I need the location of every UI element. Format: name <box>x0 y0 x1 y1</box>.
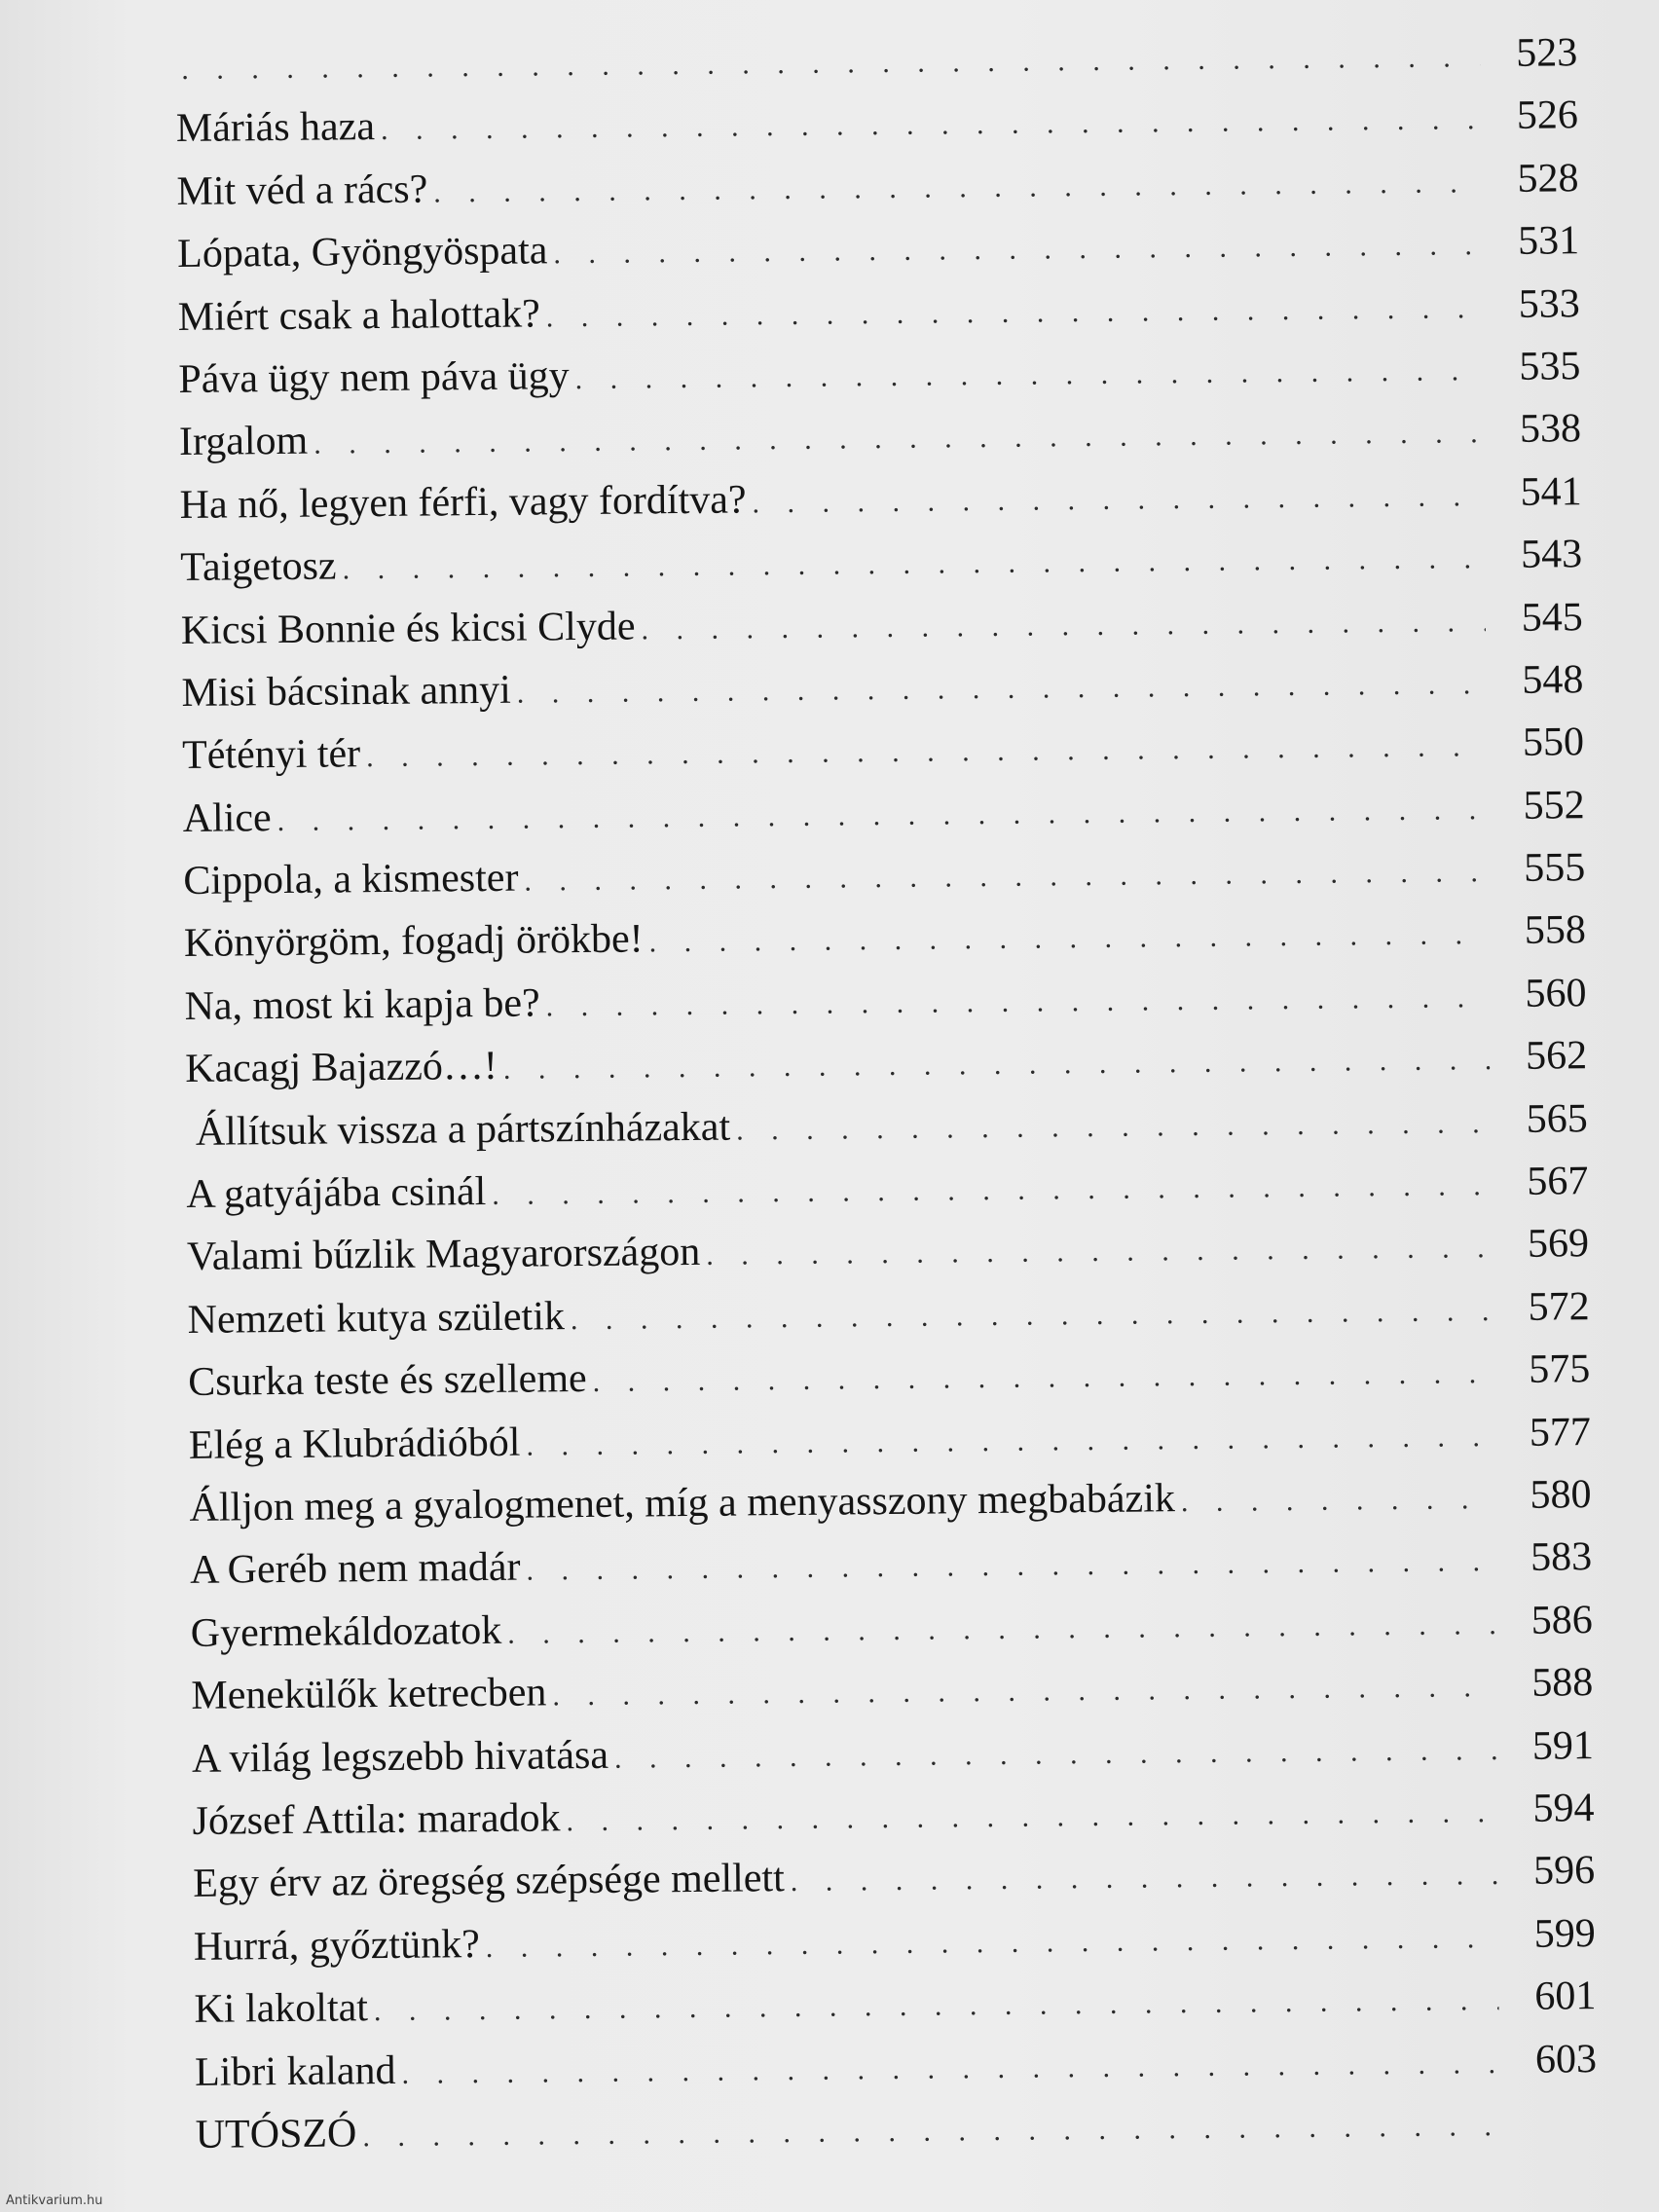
toc-entry-page-number: 562 <box>1525 1033 1588 1079</box>
toc-entry-page-number: 541 <box>1520 468 1582 515</box>
dot-leader <box>545 967 1490 1039</box>
toc-entry-title: Menekülők ketrecben <box>191 1670 547 1719</box>
toc-entry-page-number: 601 <box>1534 1973 1597 2019</box>
toc-entry <box>183 836 1586 912</box>
toc-entry-title: Állítsuk vissza a pártszínházakat <box>195 1104 731 1155</box>
dot-leader <box>313 402 1484 476</box>
dot-leader <box>752 465 1485 535</box>
dot-leader <box>552 1656 1496 1728</box>
dot-leader <box>381 90 1482 163</box>
toc-entry-title: Páva ügy nem páva ügy <box>178 353 570 402</box>
toc-entry-title: Lópata, Gyöngyöspata <box>176 228 548 277</box>
toc-entry-page-number: 545 <box>1521 594 1584 641</box>
toc-entry <box>184 962 1587 1038</box>
toc-entry-page-number: 588 <box>1531 1660 1594 1706</box>
toc-entry <box>181 648 1584 724</box>
dot-leader <box>526 1406 1493 1478</box>
toc-entry-title: Máriás haza <box>175 104 376 152</box>
toc-entry-title: Nemzeti kutya születik <box>187 1294 566 1343</box>
toc-entry-title: József Attila: maradok <box>192 1795 561 1844</box>
toc-entry-page-number: 569 <box>1527 1221 1590 1268</box>
toc-entry <box>193 1839 1596 1915</box>
toc-entry <box>177 273 1580 349</box>
table-of-contents <box>175 21 1598 2166</box>
toc-entry-title: Csurka teste és szelleme <box>188 1356 587 1406</box>
toc-entry-page-number: 555 <box>1524 845 1586 891</box>
dot-leader <box>614 1719 1497 1790</box>
toc-entry-page-number: 572 <box>1528 1283 1590 1330</box>
toc-entry <box>177 209 1580 285</box>
toc-entry-page-number: 577 <box>1529 1409 1592 1456</box>
toc-entry-title: Valami bűzlik Magyarországon <box>186 1230 701 1280</box>
toc-entry-title: A világ legszebb hivatása <box>191 1732 609 1782</box>
dot-leader <box>553 214 1482 286</box>
toc-entry <box>189 1401 1592 1477</box>
toc-entry-page-number: 528 <box>1517 155 1579 202</box>
dot-leader <box>1181 1468 1494 1533</box>
dot-leader <box>362 2095 1500 2169</box>
dot-leader <box>566 1782 1497 1854</box>
dot-leader <box>507 1594 1495 1666</box>
toc-entry-page-number: 565 <box>1526 1095 1588 1142</box>
dot-leader <box>276 779 1488 853</box>
toc-entry-title: Könyörgöm, fogadj örökbe! <box>183 916 644 967</box>
toc-entry <box>187 1213 1590 1289</box>
toc-entry-page-number: 535 <box>1519 344 1581 389</box>
toc-entry-title: Mit véd a rács? <box>176 166 428 214</box>
toc-entry <box>191 1651 1594 1727</box>
dot-leader <box>526 1530 1494 1603</box>
toc-entry-page-number: 531 <box>1517 218 1580 264</box>
toc-entry-page-number: 526 <box>1516 92 1579 139</box>
toc-entry <box>194 1902 1597 1978</box>
toc-entry-page-number: 575 <box>1529 1346 1591 1392</box>
dot-leader <box>592 1343 1493 1414</box>
toc-entry <box>192 1714 1595 1790</box>
toc-entry-title: Gyermekáldozatok <box>190 1607 502 1656</box>
toc-entry-title: Ha nő, legyen férfi, vagy fordítva? <box>179 477 747 528</box>
dot-leader <box>374 1970 1499 2043</box>
toc-entry-title: Ki lakoltat <box>194 1985 369 2033</box>
toc-entry <box>192 1777 1595 1853</box>
toc-entry-page-number: 538 <box>1519 406 1582 453</box>
toc-entry-page-number: 599 <box>1533 1910 1597 1957</box>
toc-entry-title: Alice <box>182 794 272 841</box>
toc-entry-title: Taigetosz <box>180 543 337 591</box>
toc-entry-title: Miért csak a halottak? <box>177 290 540 340</box>
toc-entry-page-number: 596 <box>1532 1848 1596 1895</box>
toc-entry <box>188 1338 1591 1414</box>
toc-entry-title: Egy érv az öregség szépsége mellett <box>193 1856 786 1907</box>
toc-entry <box>179 461 1582 536</box>
toc-entry-title: Na, most ki kapja be? <box>184 980 540 1029</box>
dot-leader <box>366 716 1487 789</box>
dot-leader <box>574 340 1483 411</box>
dot-leader <box>433 152 1482 225</box>
toc-entry <box>184 900 1587 976</box>
toc-entry-title: Kacagj Bajazzó…! <box>184 1044 498 1092</box>
dot-leader <box>641 591 1486 662</box>
toc-entry-title: Kicsi Bonnie és kicsi Clyde <box>180 604 636 653</box>
toc-entry <box>190 1589 1593 1665</box>
toc-entry-page-number <box>1500 2134 1598 2135</box>
toc-entry <box>176 147 1579 223</box>
dot-leader <box>342 528 1485 602</box>
toc-entry-title: Elég a Klubrádióból <box>188 1419 521 1468</box>
dot-leader <box>546 277 1484 350</box>
toc-entry-page-number: 523 <box>1516 30 1578 76</box>
dot-leader <box>571 1280 1493 1351</box>
toc-entry-page-number: 594 <box>1532 1786 1595 1831</box>
dot-leader <box>648 904 1489 976</box>
toc-entry-page-number: 591 <box>1531 1722 1595 1769</box>
toc-entry-page-number: 560 <box>1525 970 1587 1016</box>
toc-entry-page-number: 533 <box>1518 280 1580 327</box>
dot-leader <box>524 841 1488 913</box>
dot-leader <box>736 1092 1491 1162</box>
toc-entry <box>178 335 1581 411</box>
toc-entry-title: Misi bácsinak annyi <box>181 667 511 716</box>
toc-entry-page-number: 580 <box>1530 1472 1592 1518</box>
toc-entry-page-number: 603 <box>1534 2036 1598 2083</box>
toc-entry-page-number: 548 <box>1522 657 1584 703</box>
toc-entry-title: A gatyájába csinál <box>186 1169 487 1217</box>
watermark: Antikvarium.hu <box>6 2194 103 2208</box>
toc-entry-title: A Geréb nem madár <box>189 1545 521 1594</box>
toc-entry <box>175 21 1578 97</box>
dot-leader <box>503 1029 1491 1101</box>
toc-entry <box>181 586 1584 662</box>
dot-leader <box>791 1844 1498 1913</box>
toc-entry-page-number: 583 <box>1530 1534 1593 1581</box>
toc-entry-title: UTÓSZÓ <box>195 2111 357 2157</box>
toc-entry-page-number: 586 <box>1530 1597 1593 1643</box>
toc-entry-page-number: 552 <box>1523 782 1585 829</box>
toc-entry <box>190 1526 1593 1602</box>
toc-entry-page-number: 558 <box>1524 907 1587 954</box>
dot-leader <box>516 653 1486 725</box>
toc-entry-page-number: 567 <box>1527 1159 1589 1204</box>
toc-entry-title: Libri kaland <box>194 2047 396 2095</box>
toc-entry-page-number: 550 <box>1522 719 1585 766</box>
toc-entry-title: Hurrá, győztünk? <box>193 1921 480 1970</box>
toc-entry-title: Cippola, a kismester <box>183 855 519 904</box>
dot-leader <box>485 1907 1498 1979</box>
dot-leader <box>706 1218 1492 1288</box>
toc-entry <box>187 1275 1590 1351</box>
dot-leader <box>492 1155 1492 1227</box>
toc-entry-title: Álljon meg a gyalogmenet, míg a menyasszony megbabázik <box>189 1476 1176 1530</box>
toc-entry <box>189 1463 1592 1539</box>
toc-entry <box>185 1024 1588 1100</box>
toc-entry-page-number: 543 <box>1520 532 1583 577</box>
dot-leader <box>401 2033 1499 2106</box>
toc-entry <box>186 1088 1589 1163</box>
toc-entry-title: Tétényi tér <box>181 731 361 779</box>
toc-entry-title: Irgalom <box>178 419 309 465</box>
toc-entry <box>186 1150 1589 1226</box>
